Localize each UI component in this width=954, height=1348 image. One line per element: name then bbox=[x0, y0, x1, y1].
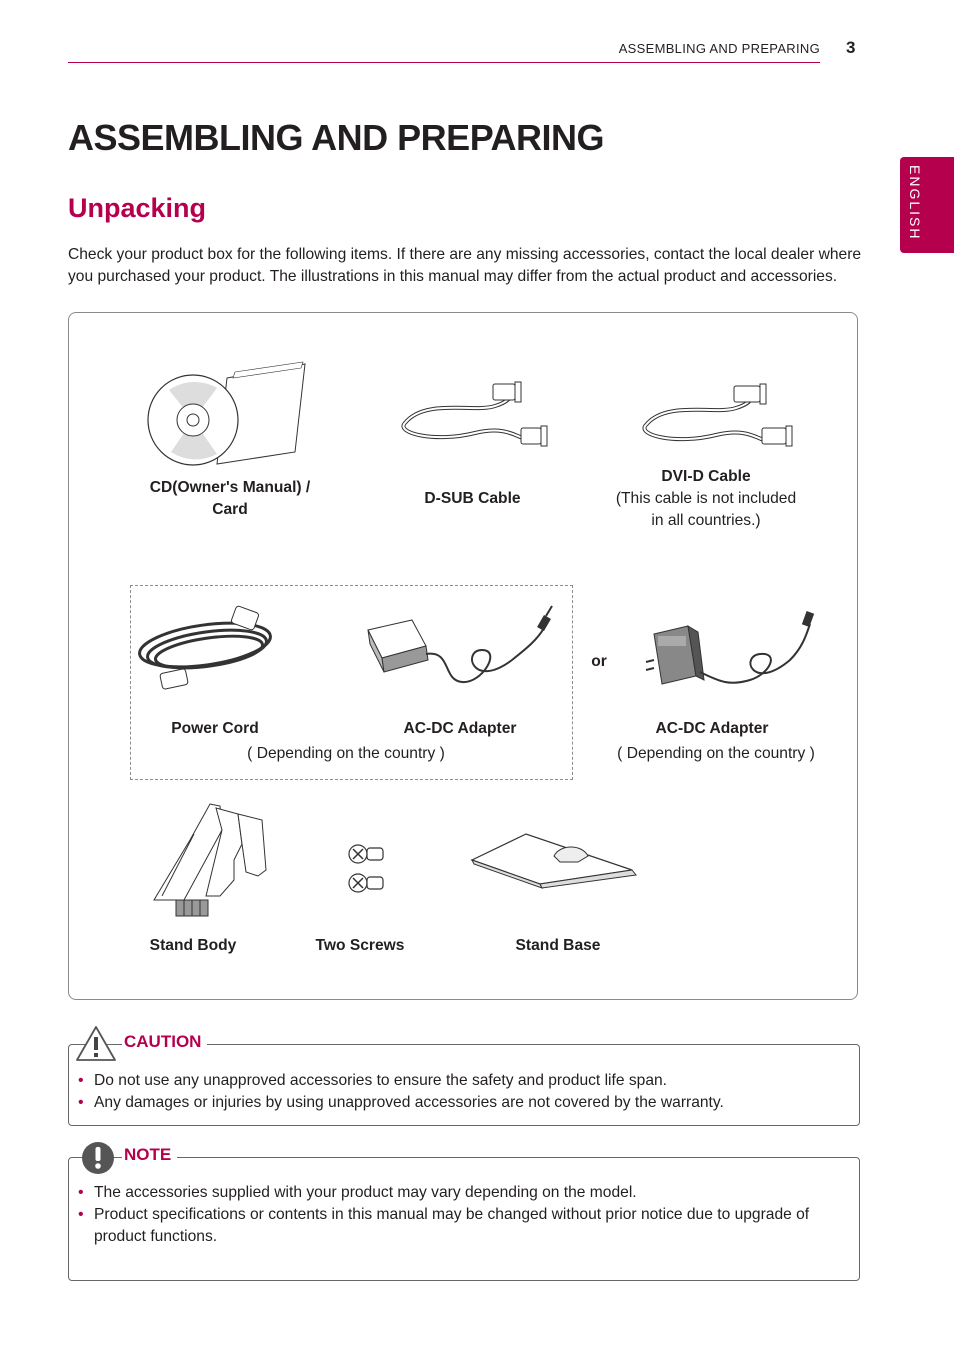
caution-heading: CAUTION bbox=[122, 1032, 207, 1052]
running-header-section: ASSEMBLING AND PREPARING bbox=[618, 41, 820, 56]
header-rule bbox=[68, 62, 820, 63]
stand-body-label: Stand Body bbox=[149, 937, 237, 954]
dsub-label: D-SUB Cable bbox=[424, 490, 521, 507]
list-item: • The accessories supplied with your product may vary depending on the model. bbox=[68, 1182, 848, 1204]
group-note: ( Depending on the country ) bbox=[247, 745, 445, 762]
screws-illustration bbox=[345, 840, 390, 898]
adapter-b-note: ( Depending on the country ) bbox=[617, 745, 815, 762]
language-tab-label: ENGLISH bbox=[907, 165, 923, 241]
adapter-a-label: AC-DC Adapter bbox=[403, 720, 517, 737]
list-item: • Product specifications or contents in this manual may be changed without prior notice due to upgrade of product functions. bbox=[68, 1204, 848, 1248]
adapter-b-label: AC-DC Adapter bbox=[655, 720, 769, 737]
cd-label: CD(Owner's Manual) / Card bbox=[149, 479, 311, 518]
section-title: Unpacking bbox=[68, 193, 207, 223]
page-title: ASSEMBLING AND PREPARING bbox=[68, 117, 605, 158]
adapter-a-illustration bbox=[362, 610, 562, 700]
page-number: 3 bbox=[846, 38, 856, 57]
list-item: • Do not use any unapproved accessories to ensure the safety and product life span. bbox=[68, 1070, 848, 1092]
power-cord-illustration bbox=[135, 605, 285, 695]
or-text: or bbox=[591, 653, 607, 670]
cd-card-illustration bbox=[145, 360, 315, 470]
stand-base-illustration bbox=[470, 830, 645, 890]
caution-list bbox=[68, 1070, 848, 1114]
warning-triangle-icon bbox=[74, 1024, 118, 1064]
list-item: • Any damages or injuries by using unapproved accessories are not covered by the warranty. bbox=[68, 1092, 848, 1114]
intro-paragraph: Check your product box for the following items. If there are any missing accessories, contact the local dealer where you purchased your product. The illustrations in this manual may differ from the actual product and accessories. bbox=[68, 246, 862, 285]
stand-base-label: Stand Base bbox=[515, 937, 601, 954]
dvid-label: DVI-D Cable bbox=[661, 468, 751, 485]
adapter-b-illustration bbox=[640, 612, 830, 702]
dvid-note: (This cable is not included in all countries.) bbox=[615, 490, 797, 529]
dvid-cable-illustration bbox=[636, 380, 796, 460]
stand-body-illustration bbox=[150, 800, 275, 922]
language-tab bbox=[900, 157, 954, 253]
note-heading: NOTE bbox=[122, 1145, 177, 1165]
two-screws-label: Two Screws bbox=[315, 937, 405, 954]
note-list bbox=[68, 1182, 848, 1248]
exclamation-icon bbox=[80, 1140, 116, 1176]
dsub-cable-illustration bbox=[395, 378, 555, 458]
power-cord-label: Power Cord bbox=[171, 720, 259, 737]
